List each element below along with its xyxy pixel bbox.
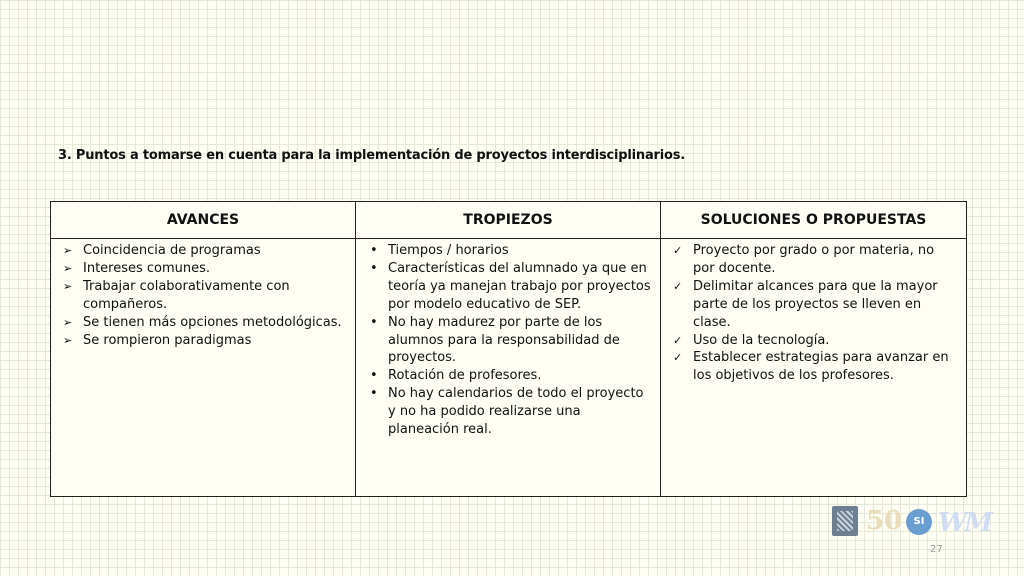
list-item: [669, 349, 958, 385]
avances-list: [59, 242, 347, 349]
logo-strip: [832, 506, 992, 544]
list-item-text: No hay madurez por parte de los alumnos para la responsabilidad de proyectos.: [388, 314, 620, 366]
list-item: [59, 242, 347, 260]
bullet-icon: •: [370, 314, 378, 330]
list-item-text: Se rompieron paradigmas: [83, 332, 252, 348]
bullet-icon: •: [370, 368, 378, 384]
list-item: [669, 278, 958, 332]
institution-logo-icon: WM: [938, 508, 990, 538]
bullet-icon: ✓: [673, 351, 683, 365]
list-item-text: Establecer estrategias para avanzar en los objetivos de los profesores.: [693, 350, 949, 384]
list-item-text: Rotación de profesores.: [388, 368, 542, 384]
bullet-icon: ➢: [63, 315, 73, 329]
list-item: [669, 332, 958, 350]
bullet-icon: ➢: [63, 244, 73, 257]
list-item-text: Coincidencia de programas: [83, 243, 261, 258]
unam-logo-icon: [832, 506, 858, 536]
soluciones-list: [669, 242, 958, 385]
list-item: [364, 242, 652, 260]
cell-avances: [51, 239, 356, 497]
list-item: [364, 385, 652, 439]
tropiezos-list: [364, 242, 652, 439]
list-item: [59, 332, 347, 350]
header-tropiezos: TROPIEZOS: [356, 202, 661, 239]
bullet-icon: •: [370, 386, 378, 402]
list-item: [364, 367, 652, 385]
list-item: [59, 260, 347, 278]
header-avances: AVANCES: [51, 202, 356, 239]
bullet-icon: •: [370, 260, 378, 276]
list-item-text: Proyecto por grado o por materia, no por docente.: [693, 243, 935, 276]
slide-title: 3. Puntos a tomarse en cuenta para la implementación de proyectos interdisciplinarios.: [58, 148, 685, 163]
bullet-icon: ➢: [63, 261, 73, 275]
si-logo-icon: SI: [906, 509, 932, 535]
points-table: [50, 201, 967, 497]
page-number: 27: [930, 544, 943, 555]
list-item-text: Tiempos / horarios: [388, 243, 509, 258]
list-item: [669, 242, 958, 278]
list-item-text: Características del alumnado ya que en teoría ya manejan trabajo por proyectos por modelo educativo de SEP.: [388, 260, 651, 312]
list-item-text: No hay calendarios de todo el proyecto y no ha podido realizarse una planeación real.: [388, 386, 644, 438]
bullet-icon: ➢: [63, 333, 73, 347]
cell-soluciones: [661, 239, 967, 497]
cell-tropiezos: [356, 239, 661, 497]
table-header-row: [51, 202, 967, 239]
bullet-icon: •: [370, 243, 378, 258]
bullet-icon: ✓: [673, 333, 683, 347]
list-item: [364, 314, 652, 368]
list-item-text: Delimitar alcances para que la mayor parte de los proyectos se lleven en clase.: [693, 278, 938, 330]
list-item: [59, 278, 347, 314]
table-body-row: [51, 239, 967, 497]
list-item: [59, 314, 347, 332]
header-soluciones: SOLUCIONES O PROPUESTAS: [661, 202, 967, 239]
anniversary-logo-icon: 50: [866, 506, 903, 536]
bullet-icon: ✓: [673, 279, 683, 293]
list-item-text: Se tienen más opciones metodológicas.: [83, 314, 342, 330]
list-item: [364, 260, 652, 314]
bullet-icon: ➢: [63, 279, 73, 293]
bullet-icon: ✓: [673, 244, 683, 257]
list-item-text: Intereses comunes.: [83, 260, 211, 276]
list-item-text: Trabajar colaborativamente con compañeros.: [83, 278, 290, 312]
list-item-text: Uso de la tecnología.: [693, 332, 830, 348]
